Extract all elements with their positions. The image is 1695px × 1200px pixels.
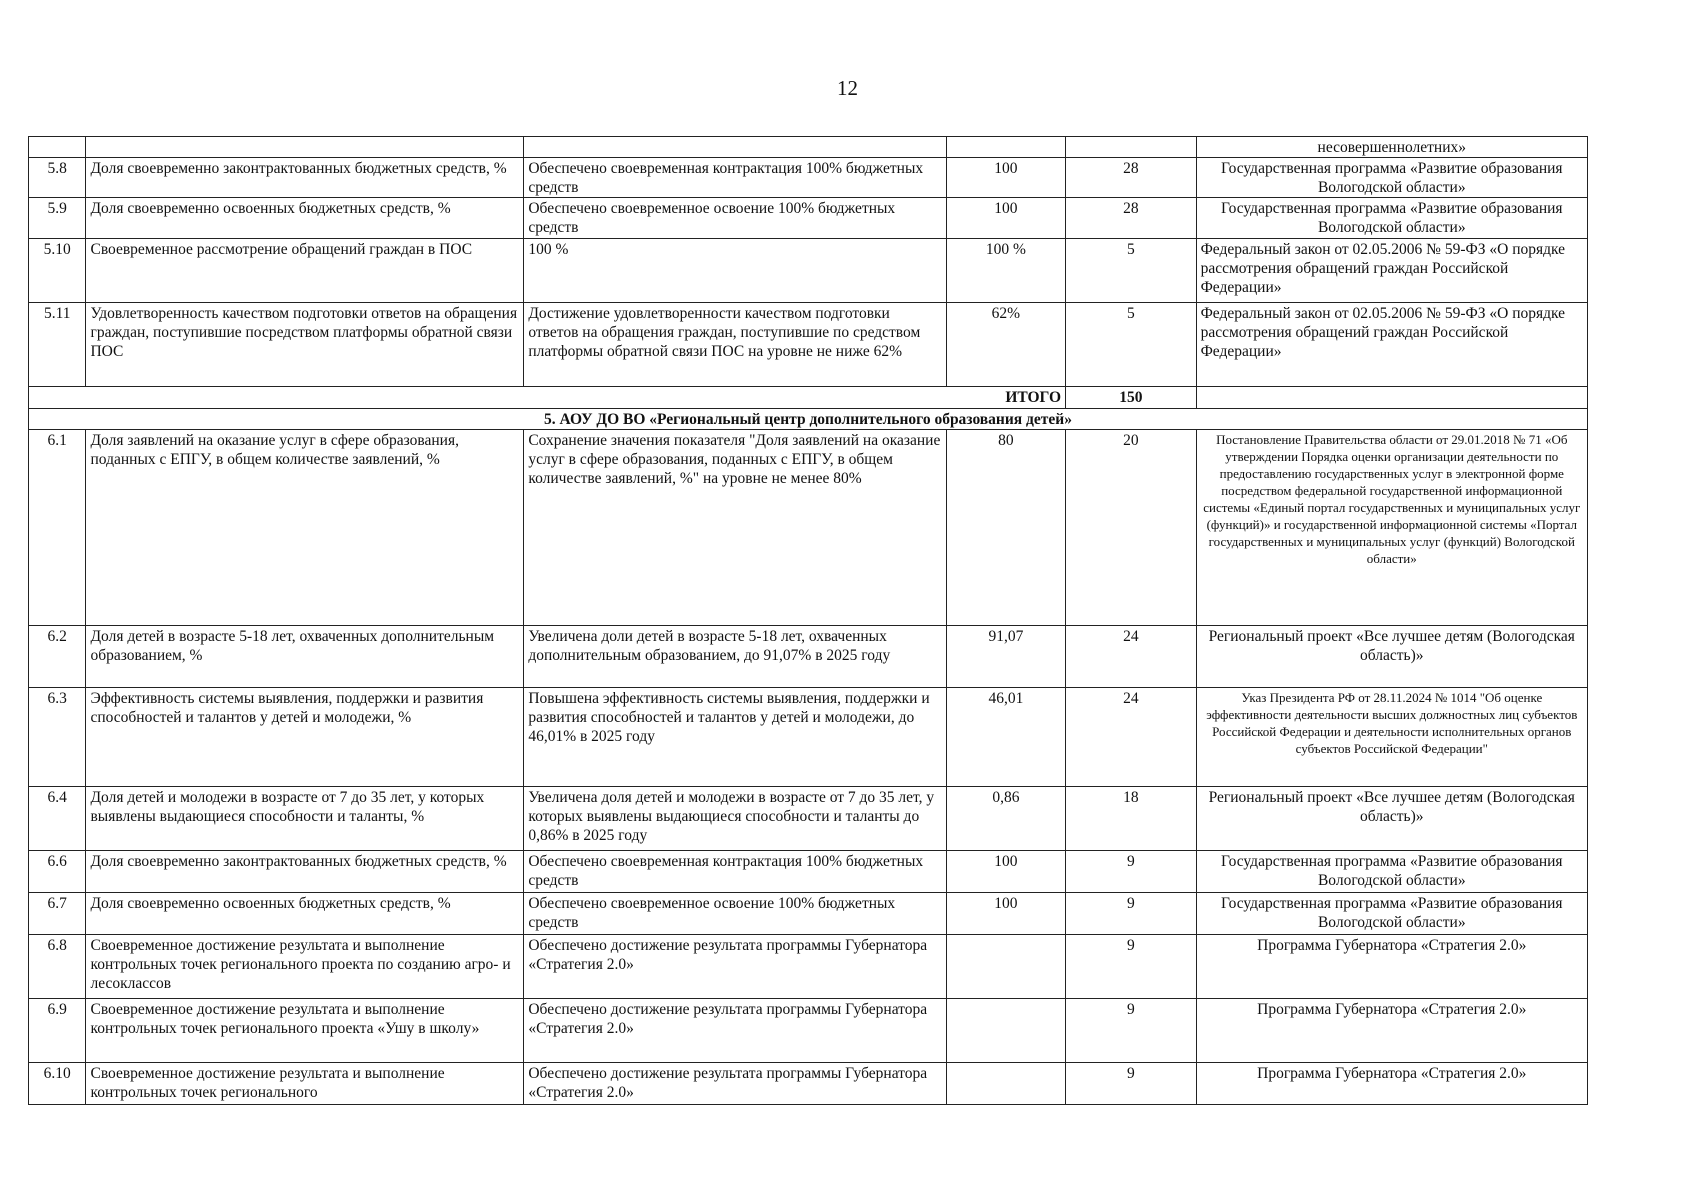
cell-num: 6.10 — [29, 1063, 86, 1105]
cell-source: Федеральный закон от 02.05.2006 № 59-ФЗ «О порядке рассмотрения обращений граждан Российской Федерации» — [1196, 303, 1587, 387]
cell-source: Постановление Правительства области от 29.01.2018 № 71 «Об утверждении Порядка оценки организации деятельности по предоставлению государственных услуг в электронной форме посредством федеральной государственной информационной системы «Единый портал государственных и муниципальных услуг (функций)» и государственной информационной системы «Портал государственных и муниципальных услуг (функций) Вологодской области» — [1196, 430, 1587, 626]
cell-value: 100 % — [946, 239, 1065, 303]
cell-result: Достижение удовлетворенности качеством подготовки ответов на обращения граждан, поступившие по средством платформы обратной связи ПОС на уровне не ниже 62% — [524, 303, 946, 387]
cell-value: 100 — [946, 893, 1065, 935]
table-row — [29, 851, 1588, 893]
cell-points — [1066, 137, 1196, 158]
cell-num: 6.7 — [29, 893, 86, 935]
cell-value — [946, 935, 1065, 999]
cell-num: 6.2 — [29, 626, 86, 688]
cell-value — [946, 999, 1065, 1063]
cell-source: Государственная программа «Развитие образования Вологодской области» — [1196, 893, 1587, 935]
cell-source: Региональный проект «Все лучшее детям (Вологодская область)» — [1196, 626, 1587, 688]
cell-result: 100 % — [524, 239, 946, 303]
cell-result: Обеспечено своевременная контрактация 100% бюджетных средств — [524, 851, 946, 893]
cell-source: Указ Президента РФ от 28.11.2024 № 1014 "Об оценке эффективности деятельности высших должностных лиц субъектов Российской Федерации и деятельности исполнительных органов субъектов Российской Федерации" — [1196, 688, 1587, 787]
cell-num: 5.9 — [29, 198, 86, 239]
cell-num: 5.11 — [29, 303, 86, 387]
cell-indicator: Своевременное достижение результата и выполнение контрольных точек регионального проекта по созданию агро- и лесоклассов — [86, 935, 524, 999]
cell-indicator: Доля своевременно освоенных бюджетных средств, % — [86, 893, 524, 935]
cell-indicator: Доля своевременно законтрактованных бюджетных средств, % — [86, 851, 524, 893]
cell-points: 28 — [1066, 158, 1196, 198]
table-row — [29, 935, 1588, 999]
cell-num: 6.1 — [29, 430, 86, 626]
cell-source: Программа Губернатора «Стратегия 2.0» — [1196, 1063, 1587, 1105]
cell-source: Государственная программа «Развитие образования Вологодской области» — [1196, 158, 1587, 198]
cell-points: 9 — [1066, 999, 1196, 1063]
table-row — [29, 303, 1588, 387]
cell-result: Увеличена доля детей и молодежи в возрасте от 7 до 35 лет, у которых выявлены выдающиеся способности и таланты до 0,86% в 2025 году — [524, 787, 946, 851]
section-title: 5. АОУ ДО ВО «Региональный центр дополнительного образования детей» — [29, 409, 1588, 430]
cell-source: Программа Губернатора «Стратегия 2.0» — [1196, 935, 1587, 999]
cell-num: 6.6 — [29, 851, 86, 893]
page-number: 12 — [837, 76, 858, 100]
cell-value: 91,07 — [946, 626, 1065, 688]
cell-points: 24 — [1066, 688, 1196, 787]
cell-indicator: Своевременное достижение результата и выполнение контрольных точек регионального — [86, 1063, 524, 1105]
cell-source: Федеральный закон от 02.05.2006 № 59-ФЗ «О порядке рассмотрения обращений граждан Российской Федерации» — [1196, 239, 1587, 303]
cell-result: Обеспечено достижение результата программы Губернатора «Стратегия 2.0» — [524, 999, 946, 1063]
cell-result: Обеспечено достижение результата программы Губернатора «Стратегия 2.0» — [524, 1063, 946, 1105]
cell-value: 100 — [946, 198, 1065, 239]
cell-num — [29, 137, 86, 158]
table-row — [29, 239, 1588, 303]
table-row — [29, 430, 1588, 626]
cell-indicator: Доля своевременно законтрактованных бюджетных средств, % — [86, 158, 524, 198]
cell-points: 9 — [1066, 893, 1196, 935]
cell-points: 5 — [1066, 303, 1196, 387]
cell-points: 18 — [1066, 787, 1196, 851]
cell-indicator — [86, 137, 524, 158]
cell-result: Увеличена доли детей в возрасте 5-18 лет, охваченных дополнительным образованием, до 91,07% в 2025 году — [524, 626, 946, 688]
cell-result — [524, 137, 946, 158]
cell-points: 20 — [1066, 430, 1196, 626]
cell-num: 5.8 — [29, 158, 86, 198]
cell-value: 100 — [946, 851, 1065, 893]
cell-indicator: Доля заявлений на оказание услуг в сфере образования, поданных с ЕПГУ, в общем количестве заявлений, % — [86, 430, 524, 626]
table-row — [29, 626, 1588, 688]
cell-result: Сохранение значения показателя "Доля заявлений на оказание услуг в сфере образования, поданных с ЕПГУ, в общем количестве заявлений, %" на уровне не менее 80% — [524, 430, 946, 626]
cell-indicator: Доля детей и молодежи в возрасте от 7 до 35 лет, у которых выявлены выдающиеся способности и таланты, % — [86, 787, 524, 851]
cell-value: 80 — [946, 430, 1065, 626]
cell-value: 46,01 — [946, 688, 1065, 787]
cell-result: Повышена эффективность системы выявления, поддержки и развития способностей и талантов у детей и молодежи, до 46,01% в 2025 году — [524, 688, 946, 787]
cell-value: 62% — [946, 303, 1065, 387]
cell-source: Государственная программа «Развитие образования Вологодской области» — [1196, 198, 1587, 239]
cell-indicator: Удовлетворенность качеством подготовки ответов на обращения граждан, поступившие посредством платформы обратной связи ПОС — [86, 303, 524, 387]
cell-value — [946, 137, 1065, 158]
cell-num: 6.3 — [29, 688, 86, 787]
cell-indicator: Доля детей в возрасте 5-18 лет, охваченных дополнительным образованием, % — [86, 626, 524, 688]
table-row — [29, 688, 1588, 787]
cell-result: Обеспечено своевременное освоение 100% бюджетных средств — [524, 198, 946, 239]
indicators-table — [28, 136, 1588, 1105]
total-value: 150 — [1066, 387, 1196, 409]
table-row — [29, 158, 1588, 198]
table-row — [29, 999, 1588, 1063]
cell-points: 9 — [1066, 851, 1196, 893]
cell-indicator: Своевременное достижение результата и выполнение контрольных точек регионального проекта «Ушу в школу» — [86, 999, 524, 1063]
section-row — [29, 409, 1588, 430]
cell-source: несовершеннолетних» — [1196, 137, 1587, 158]
cell-indicator: Своевременное рассмотрение обращений граждан в ПОС — [86, 239, 524, 303]
cell-num: 6.9 — [29, 999, 86, 1063]
cell-source — [1196, 387, 1587, 409]
cell-indicator: Доля своевременно освоенных бюджетных средств, % — [86, 198, 524, 239]
cell-points: 5 — [1066, 239, 1196, 303]
cell-num: 5.10 — [29, 239, 86, 303]
cell-result: Обеспечено достижение результата программы Губернатора «Стратегия 2.0» — [524, 935, 946, 999]
cell-result: Обеспечено своевременное освоение 100% бюджетных средств — [524, 893, 946, 935]
cell-source: Региональный проект «Все лучшее детям (Вологодская область)» — [1196, 787, 1587, 851]
cell-source: Программа Губернатора «Стратегия 2.0» — [1196, 999, 1587, 1063]
total-label: ИТОГО — [29, 387, 1066, 409]
cell-value — [946, 1063, 1065, 1105]
cell-points: 9 — [1066, 935, 1196, 999]
table-row — [29, 1063, 1588, 1105]
cell-points: 28 — [1066, 198, 1196, 239]
cell-value: 0,86 — [946, 787, 1065, 851]
table-row — [29, 893, 1588, 935]
cell-num: 6.8 — [29, 935, 86, 999]
cell-value: 100 — [946, 158, 1065, 198]
cell-result: Обеспечено своевременная контрактация 100% бюджетных средств — [524, 158, 946, 198]
cell-source: Государственная программа «Развитие образования Вологодской области» — [1196, 851, 1587, 893]
table-row — [29, 137, 1588, 158]
cell-points: 9 — [1066, 1063, 1196, 1105]
table-row — [29, 198, 1588, 239]
total-row — [29, 387, 1588, 409]
cell-indicator: Эффективность системы выявления, поддержки и развития способностей и талантов у детей и молодежи, % — [86, 688, 524, 787]
cell-points: 24 — [1066, 626, 1196, 688]
cell-num: 6.4 — [29, 787, 86, 851]
table-row — [29, 787, 1588, 851]
